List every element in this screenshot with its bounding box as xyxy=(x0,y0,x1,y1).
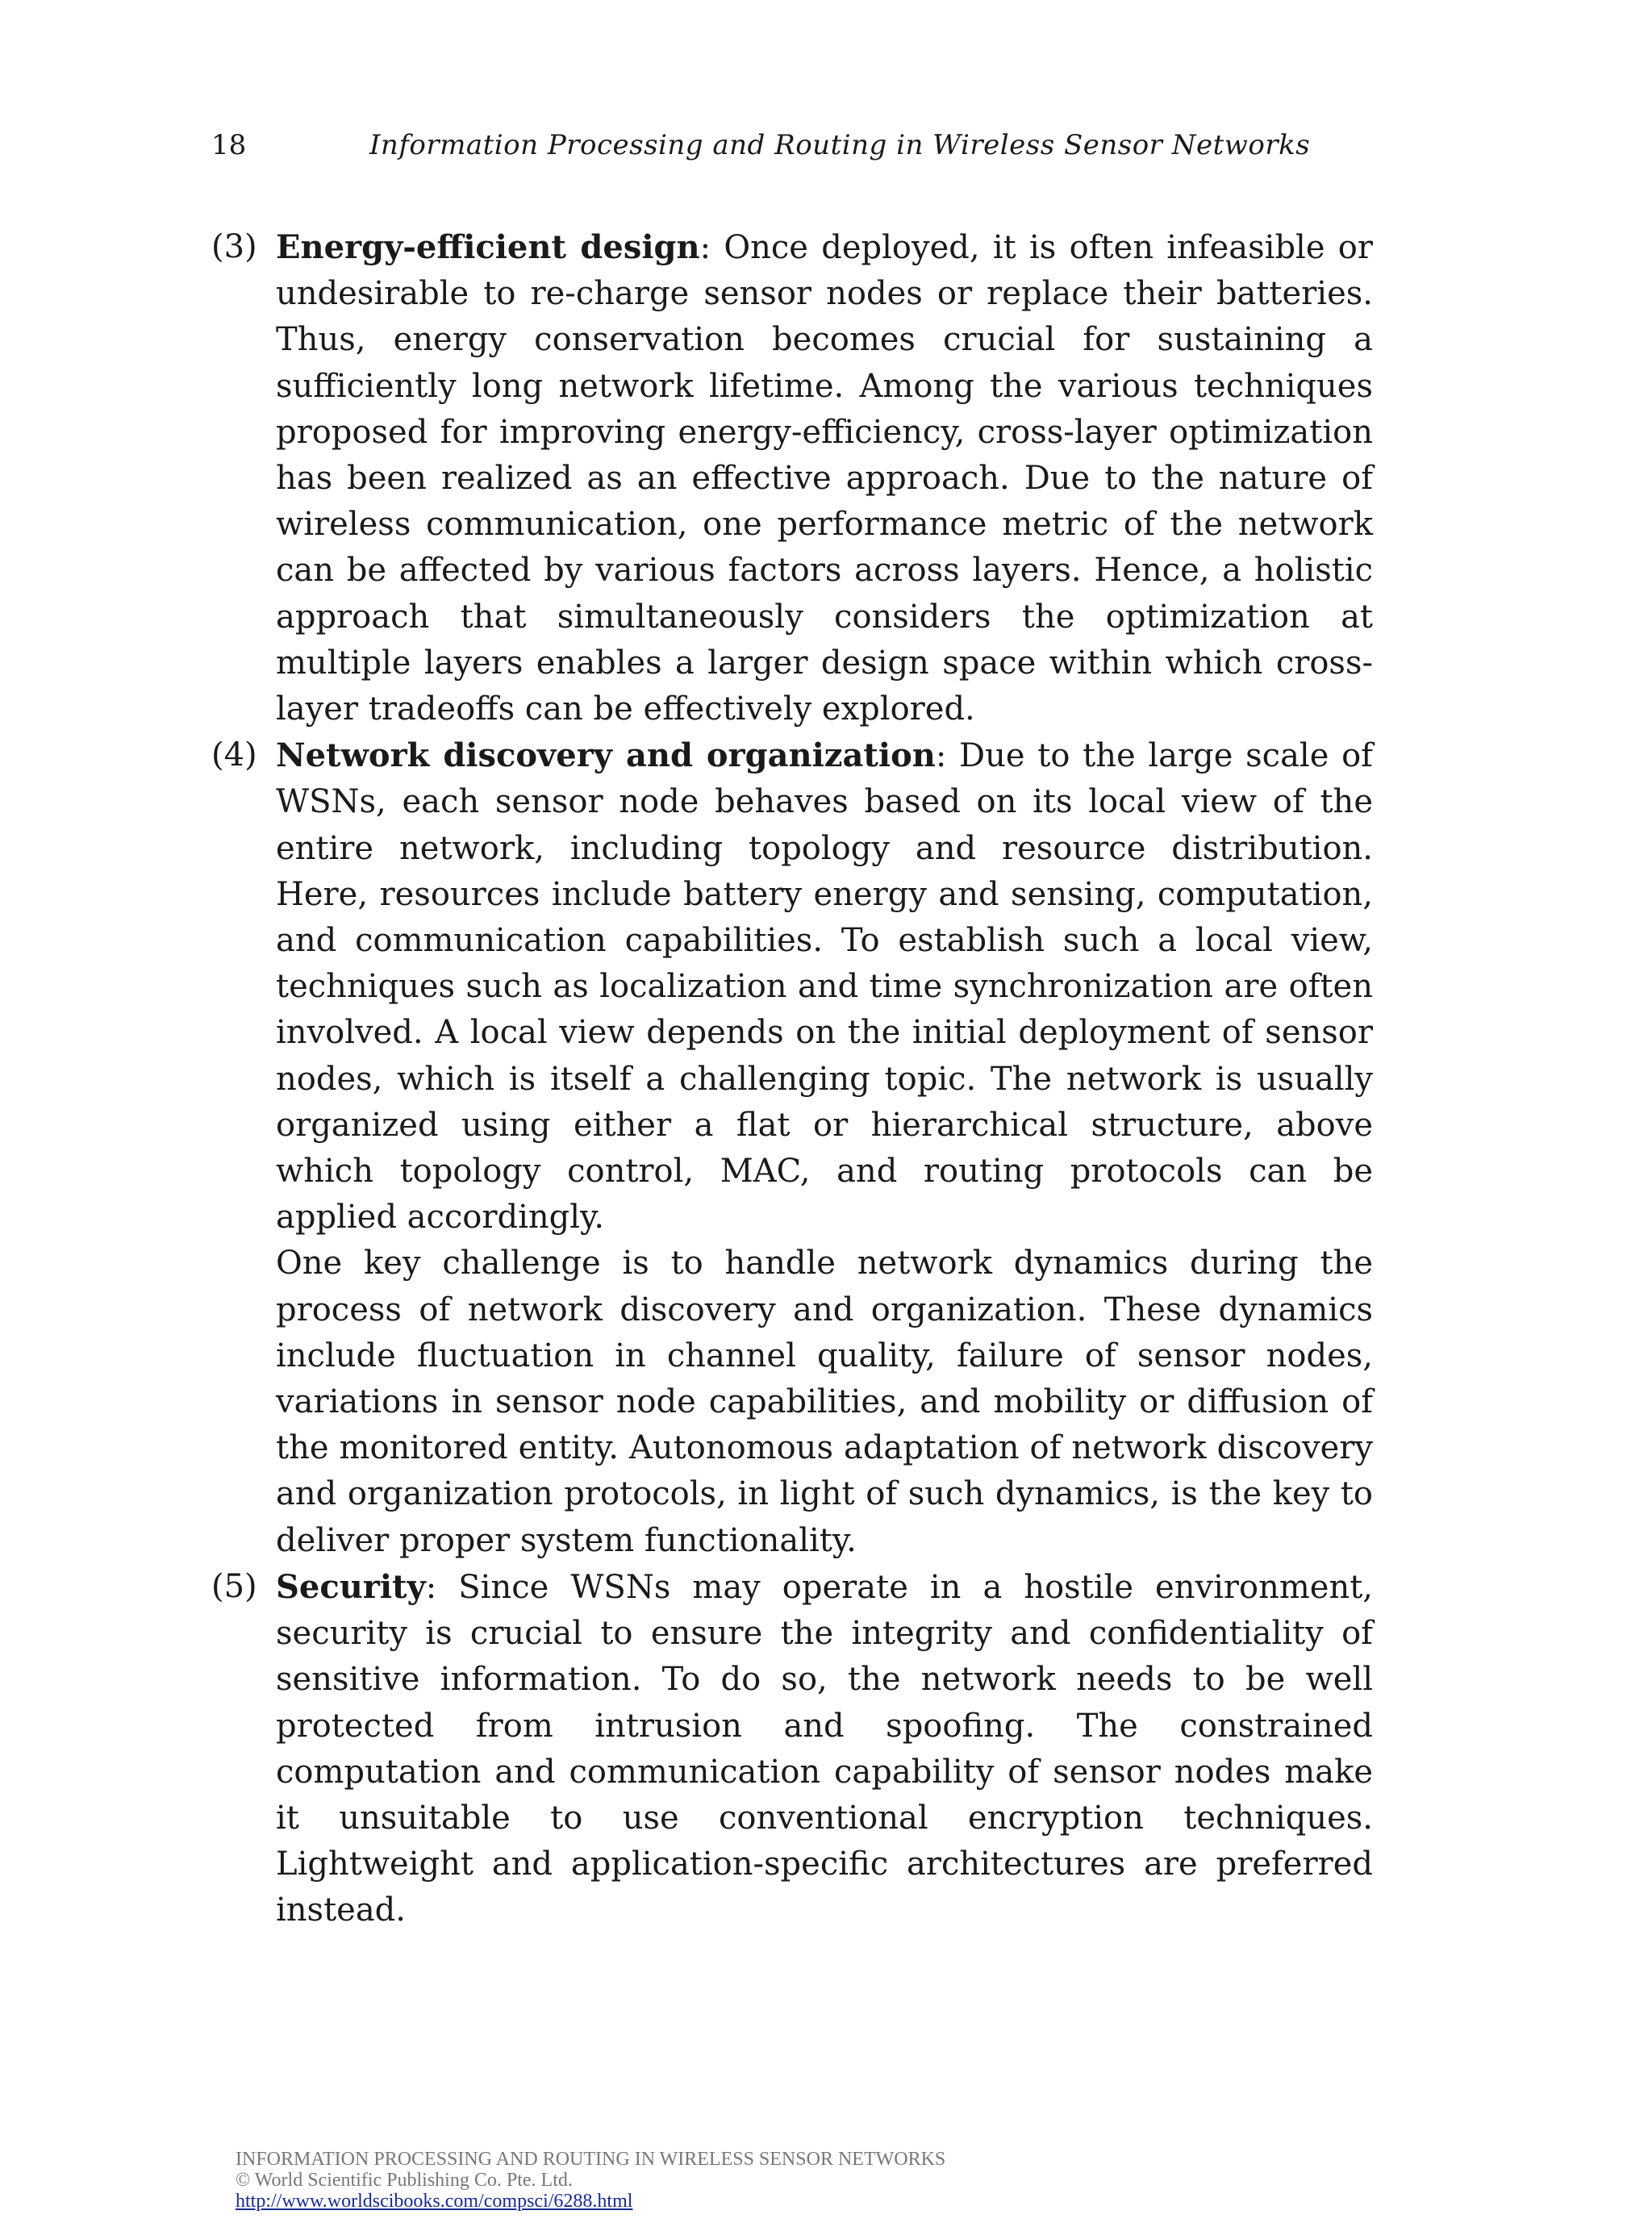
main-content xyxy=(211,224,1373,1934)
footer-copyright: © World Scientific Publishing Co. Pte. Ltd. xyxy=(236,2170,573,2191)
running-head: Information Processing and Routing in Wireless Sensor Networks xyxy=(369,129,1311,161)
footer xyxy=(236,2149,945,2212)
list-item-energy-efficient-design xyxy=(211,224,1373,732)
item-text: : Once deployed, it is often infeasible or undesirable to re-charge sensor nodes or replace their batteries. Thus, energy conservation becomes crucial for sustaining a sufficiently long network lifetime. Among the various techniques proposed for improving energy-efficiency, cross-layer optimization has been realized as an effective approach. Due to the nature of wireless communication, one performance metric of the network can be affected by various factors across layers. Hence, a holistic approach that simultaneously considers the optimization at multiple layers enables a larger design space within which cross-layer tradeoffs can be effectively explored. xyxy=(276,229,1373,728)
item-paragraph-continued: One key challenge is to handle network dynamics during the process of network discovery and organization. These dynamics include fluctuation in channel quality, failure of sensor nodes, variations in sensor node capabilities, and mobility or diffusion of the monitored entity. Autonomous adaptation of network discovery and organization protocols, in light of such dynamics, is the key to deliver proper system functionality. xyxy=(276,1245,1373,1559)
item-paragraph xyxy=(276,224,1373,732)
footer-book-title: INFORMATION PROCESSING AND ROUTING IN WIRELESS SENSOR NETWORKS xyxy=(236,2149,946,2170)
footer-link[interactable]: http://www.worldscibooks.com/compsci/6288.html xyxy=(236,2191,633,2212)
item-title: Network discovery and organization xyxy=(276,736,936,775)
item-number: (4) xyxy=(211,736,257,774)
item-number: (3) xyxy=(211,228,257,265)
item-paragraph xyxy=(276,1564,1373,1934)
page-number: 18 xyxy=(211,129,247,161)
list-item-security xyxy=(211,1564,1373,1934)
list-item-network-discovery xyxy=(211,732,1373,1564)
item-title: Energy-efficient design xyxy=(276,228,700,266)
item-title: Security xyxy=(276,1567,426,1606)
item-text: : Due to the large scale of WSNs, each sensor node behaves based on its local view of the entire network, including topology and resource distribution. Here, resources include battery energy and sensing, computation, and communication capabilities. To establish such a local view, techniques such as localization and time synchronization are often involved. A local view depends on the initial deployment of sensor nodes, which is itself a challenging topic. The network is usually organized using either a flat or hierarchical structure, above which topology control, MAC, and routing protocols can be applied accordingly. xyxy=(276,737,1373,1237)
item-text: : Since WSNs may operate in a hostile environment, security is crucial to ensure the integrity and confidentiality of sensitive information. To do so, the network needs to be well protected from intrusion and spoofing. The constrained computation and communication capability of sensor nodes make it unsuitable to use conventional encryption techniques. Lightweight and application-specific architectures are preferred instead. xyxy=(276,1568,1373,1929)
item-paragraph xyxy=(276,732,1373,1241)
item-number: (5) xyxy=(211,1567,257,1605)
